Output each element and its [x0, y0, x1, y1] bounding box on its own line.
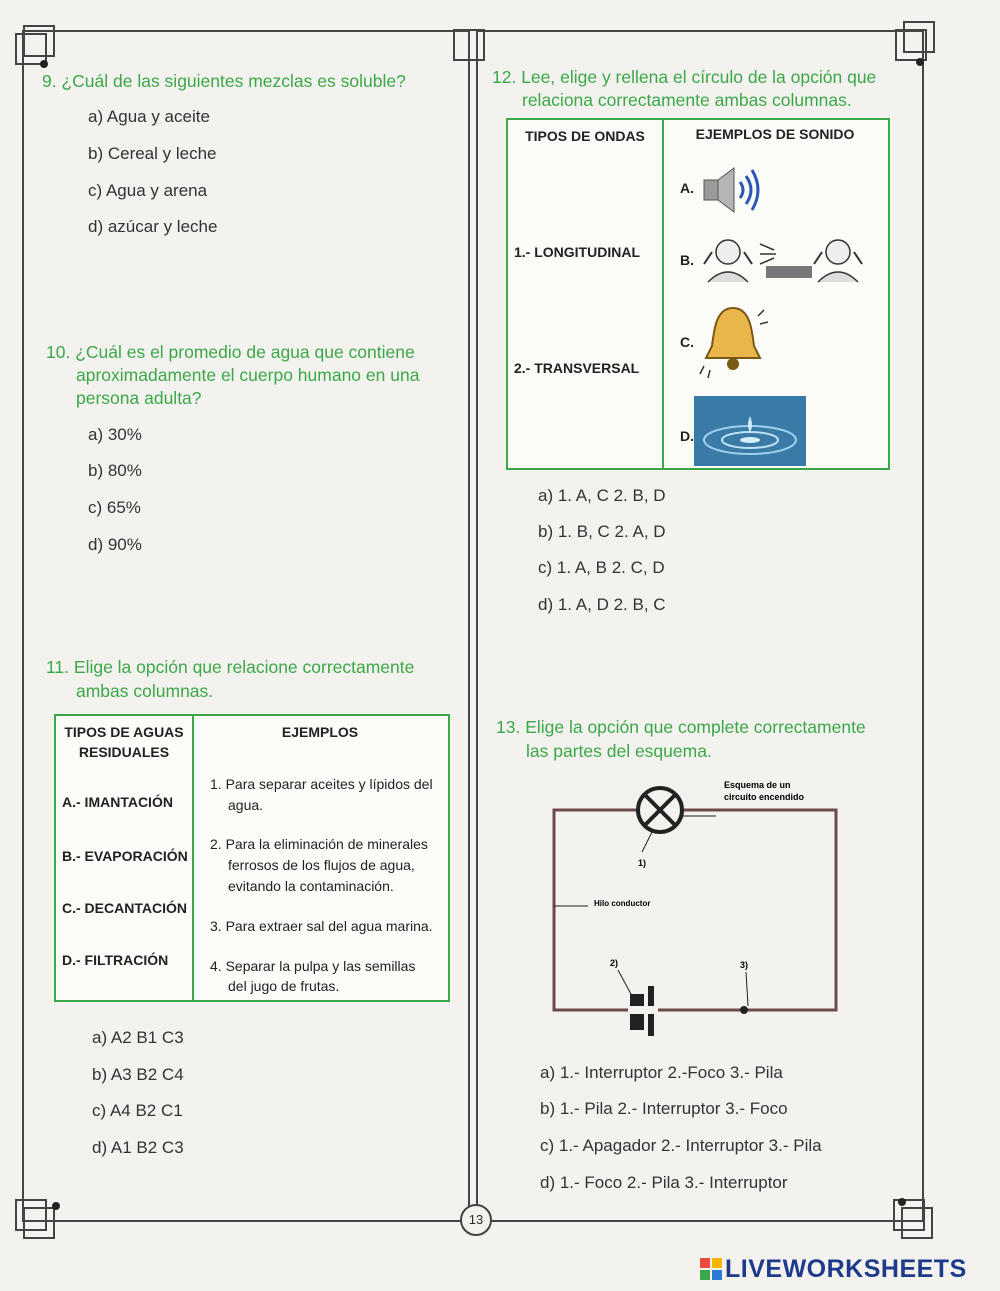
q11-header-left-2: RESIDUALES	[78, 744, 170, 760]
corner-dot	[40, 60, 48, 68]
q9-option-b[interactable]: b) Cereal y leche	[88, 144, 217, 163]
question-13-line-2: las partes del esquema.	[526, 741, 712, 761]
wire-label: Hilo conductor	[594, 899, 651, 908]
q11-right-1a: 1. Para separar aceites y lípidos del	[210, 776, 433, 792]
corner-ornament-top-right	[890, 16, 950, 76]
corner-ornament-bottom-right	[888, 1190, 948, 1250]
q11-table	[54, 714, 450, 1002]
question-12-line-2: relaciona correctamente ambas columnas.	[522, 90, 852, 110]
brand-name: LIVEWORKSHEETS	[725, 1254, 967, 1283]
question-12-line-1: 12. Lee, elige y rellena el círculo de la opción que	[492, 67, 877, 87]
question-10-line-1: 10. ¿Cuál es el promedio de agua que contiene	[46, 342, 415, 362]
circuit-caption-2: circuito encendido	[724, 792, 805, 802]
q12-header-right: EJEMPLOS DE SONIDO	[695, 126, 855, 142]
question-11-line-2: ambas columnas.	[76, 681, 214, 701]
q11-option-b[interactable]: b) A3 B2 C4	[92, 1065, 184, 1084]
corner-ornament-bottom-left	[10, 1190, 70, 1250]
q10-option-b[interactable]: b) 80%	[88, 461, 142, 480]
circuit-caption-1: Esquema de un	[724, 780, 791, 790]
q12-option-c[interactable]: c) 1. A, B 2. C, D	[538, 558, 665, 577]
q12-label-d: D.	[680, 428, 694, 444]
q11-right-2a: 2. Para la eliminación de minerales	[210, 836, 428, 852]
q12-option-d[interactable]: d) 1. A, D 2. B, C	[538, 595, 666, 614]
q11-left-d: D.- FILTRACIÓN	[62, 952, 169, 968]
q12-label-a: A.	[680, 180, 694, 196]
speaker-icon	[700, 164, 764, 216]
q11-right-1b: agua.	[228, 797, 264, 813]
q11-option-d[interactable]: d) A1 B2 C3	[92, 1138, 184, 1157]
q11-header-right: EJEMPLOS	[281, 724, 359, 740]
q12-left-2: 2.- TRANSVERSAL	[514, 360, 640, 376]
q12-label-b: B.	[680, 252, 694, 268]
people-covering-ears-icon	[698, 232, 878, 284]
q13-option-d[interactable]: d) 1.- Foco 2.- Pila 3.- Interruptor	[540, 1173, 788, 1192]
question-9: 9. ¿Cuál de las siguientes mezclas es soluble?	[42, 71, 406, 91]
q12-left-1: 1.- LONGITUDINAL	[514, 244, 640, 260]
question-10-line-2: aproximadamente el cuerpo humano en una	[76, 365, 420, 385]
q9-option-a[interactable]: a) Agua y aceite	[88, 107, 210, 126]
q11-right-4b: del jugo de frutas.	[228, 978, 340, 994]
page-number: 13	[468, 1212, 484, 1227]
corner-dot	[52, 1202, 60, 1210]
brand-logo	[700, 1254, 967, 1284]
circuit-label-1: 1)	[638, 858, 647, 868]
q11-left-b: B.- EVAPORACIÓN	[62, 848, 188, 864]
liveworksheets-logo-icon	[700, 1258, 722, 1280]
circuit-label-3: 3)	[740, 960, 749, 970]
q11-left-c: C.- DECANTACIÓN	[62, 900, 187, 916]
q12-table	[506, 118, 890, 470]
q13-option-c[interactable]: c) 1.- Apagador 2.- Interruptor 3.- Pila	[540, 1136, 822, 1155]
page-number-badge	[460, 1204, 492, 1236]
q10-option-d[interactable]: d) 90%	[88, 535, 142, 554]
q11-right-2c: evitando la contaminación.	[228, 878, 394, 894]
q12-option-a[interactable]: a) 1. A, C 2. B, D	[538, 486, 666, 505]
q9-option-d[interactable]: d) azúcar y leche	[88, 217, 218, 236]
circuit-diagram	[548, 776, 848, 1036]
q11-right-4a: 4. Separar la pulpa y las semillas	[210, 958, 416, 974]
q10-option-a[interactable]: a) 30%	[88, 425, 142, 444]
q11-header-left-1: TIPOS DE AGUAS	[64, 724, 184, 740]
bell-icon	[698, 300, 768, 380]
q11-right-2b: ferrosos de los flujos de agua,	[228, 857, 415, 873]
q11-left-a: A.- IMANTACIÓN	[62, 794, 173, 810]
water-ripple-icon	[694, 396, 806, 466]
left-page-frame	[22, 30, 470, 1222]
q12-label-c: C.	[680, 334, 694, 350]
q12-header-left: TIPOS DE ONDAS	[525, 128, 645, 144]
circuit-label-2: 2)	[610, 958, 619, 968]
question-13-line-1: 13. Elige la opción que complete correctamente	[496, 717, 866, 737]
q11-option-a[interactable]: a) A2 B1 C3	[92, 1028, 184, 1047]
question-10-line-3: persona adulta?	[76, 388, 202, 408]
q13-option-b[interactable]: b) 1.- Pila 2.- Interruptor 3.- Foco	[540, 1099, 788, 1118]
corner-dot	[898, 1198, 906, 1206]
q11-right-3: 3. Para extraer sal del agua marina.	[210, 918, 433, 934]
q9-option-c[interactable]: c) Agua y arena	[88, 181, 208, 200]
q11-option-c[interactable]: c) A4 B2 C1	[92, 1101, 183, 1120]
q10-option-c[interactable]: c) 65%	[88, 498, 141, 517]
q12-option-b[interactable]: b) 1. B, C 2. A, D	[538, 522, 666, 541]
q13-option-a[interactable]: a) 1.- Interruptor 2.-Foco 3.- Pila	[540, 1063, 783, 1082]
question-11-line-1: 11. Elige la opción que relacione correctamente	[46, 657, 415, 677]
corner-ornament-top-middle	[440, 20, 500, 80]
corner-dot	[916, 58, 924, 66]
